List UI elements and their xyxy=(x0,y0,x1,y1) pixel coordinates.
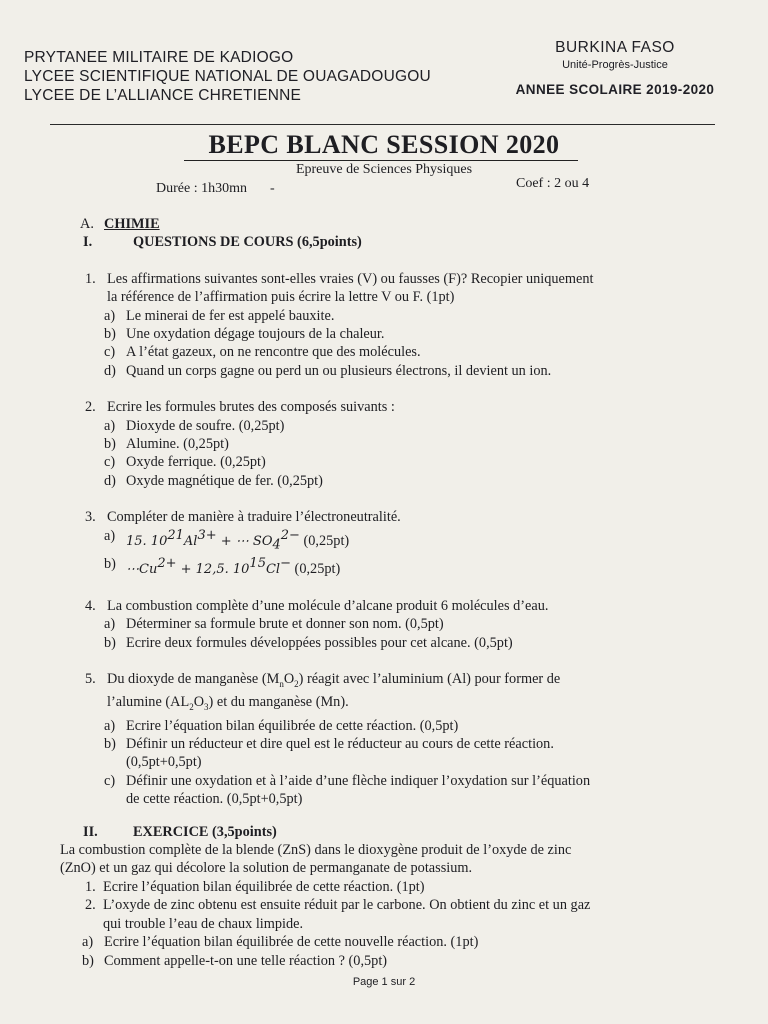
list-item-cont: (0,5pt+0,5pt) xyxy=(126,754,202,771)
question-number: 1. xyxy=(85,270,96,287)
page-number: Page 1 sur 2 xyxy=(352,976,416,988)
school-year: ANNEE SCOLAIRE 2019-2020 xyxy=(515,82,715,97)
country-header xyxy=(505,38,725,100)
school-line-3: LYCEE DE L’ALLIANCE CHRETIENNE xyxy=(24,87,302,104)
list-item: c) A l’état gazeux, on ne rencontre que des molécules. xyxy=(104,344,421,361)
country-name: BURKINA FASO xyxy=(555,39,675,56)
exam-coefficient: Coef : 2 ou 4 xyxy=(516,176,590,191)
list-item: a) Le minerai de fer est appelé bauxite. xyxy=(104,307,335,324)
list-item: b) Alumine. (0,25pt) xyxy=(104,436,229,453)
list-item: c) Définir une oxydation et à l’aide d’une flèche indiquer l’oxydation sur l’équation xyxy=(104,772,591,789)
list-item: a) Dioxyde de soufre. (0,25pt) xyxy=(104,417,285,434)
question-number: 3. xyxy=(85,509,96,526)
list-item: b) Ecrire deux formules développées possibles pour cet alcane. (0,5pt) xyxy=(104,634,513,651)
exam-content xyxy=(0,215,768,970)
list-item: b) Définir un réducteur et dire quel est le réducteur au cours de cette réaction. xyxy=(104,736,554,753)
question-5 xyxy=(0,670,768,809)
question-number: 4. xyxy=(85,597,96,614)
list-item: a) Ecrire l’équation bilan équilibrée de cette réaction. (0,5pt) xyxy=(104,717,459,734)
question-text: Du dioxyde de manganèse $(M_nO_2)$ réagit avec l’aluminium (Al) pour former de xyxy=(107,671,561,689)
list-item: b) Une oxydation dégage toujours de la chaleur. xyxy=(104,326,385,343)
section-a-title: CHIMIE xyxy=(104,216,160,232)
question-text: Les affirmations suivantes sont-elles vraies (V) ou fausses (F)? Recopier uniquement xyxy=(107,270,594,287)
question-3 xyxy=(0,508,768,579)
school-header xyxy=(24,48,431,105)
section-1-label: I. xyxy=(83,234,93,251)
list-item: c) Oxyde ferrique. (0,25pt) xyxy=(104,454,266,471)
section-a-label: A. xyxy=(80,216,94,232)
list-item-cont: qui trouble l’eau de chaux limpide. xyxy=(103,915,304,932)
exam-duration: Durée : 1h30mn xyxy=(156,181,247,196)
question-1 xyxy=(0,270,768,380)
list-item: d) Quand un corps gagne ou perd un ou plusieurs électrons, il devient un ion. xyxy=(104,362,552,379)
list-item: 2. L’oxyde de zinc obtenu est ensuite réduit par le carbone. On obtient du zinc et un gaz xyxy=(85,897,591,914)
country-motto: Unité-Progrès-Justice xyxy=(562,59,668,71)
school-line-1: PRYTANEE MILITAIRE DE KADIOGO xyxy=(24,49,294,66)
formula-item-a: a) 15. $10^{21}Al^{3+}$ + ⋯ $SO_4^{2-}$ (0,25pt) xyxy=(104,527,350,553)
list-item: d) Oxyde magnétique de fer. (0,25pt) xyxy=(104,472,323,489)
question-text: Ecrire les formules brutes des composés suivants : xyxy=(107,399,395,416)
question-2 xyxy=(0,398,768,490)
section-2-label: II. xyxy=(83,823,98,840)
header-divider xyxy=(50,124,715,125)
section-a-heading xyxy=(80,215,768,233)
list-item: b) Comment appelle-t-on une telle réaction ? (0,5pt) xyxy=(82,952,388,969)
list-item: a) Ecrire l’équation bilan équilibrée de cette nouvelle réaction. (1pt) xyxy=(82,934,479,951)
question-text: La combustion complète d’une molécule d’alcane produit 6 molécules d’eau. xyxy=(107,597,549,614)
question-4 xyxy=(0,597,768,652)
formula-item-b: b) $\cdots Cu^{2+} + 12,5$. $10^{15}Cl^-$ (0,25pt) xyxy=(104,555,341,577)
school-line-2: LYCEE SCIENTIFIQUE NATIONAL DE OUAGADOUGOU xyxy=(24,68,431,85)
question-text-cont: la référence de l’affirmation puis écrire la lettre V ou F. (1pt) xyxy=(107,289,455,306)
list-item-cont: de cette réaction. (0,5pt+0,5pt) xyxy=(126,791,303,808)
question-text-cont: l’alumine $(AL_2O_3)$ et du manganèse (Mn). xyxy=(107,694,349,713)
question-number: 5. xyxy=(85,671,96,688)
duration-dash: - xyxy=(270,181,275,196)
section-1-heading xyxy=(83,233,768,251)
exercise-intro-1: La combustion complète de la blende (ZnS) dans le dioxygène produit de l’oxyde de zinc xyxy=(60,842,572,859)
exam-title: BEPC BLANC SESSION 2020 xyxy=(208,130,560,159)
title-underline xyxy=(184,160,578,161)
section-2-heading xyxy=(83,823,768,841)
list-item: 1. Ecrire l’équation bilan équilibrée de cette réaction. (1pt) xyxy=(85,878,425,895)
question-number: 2. xyxy=(85,399,96,416)
section-2-title: EXERCICE (3,5points) xyxy=(133,823,277,840)
section-1-title: QUESTIONS DE COURS (6,5points) xyxy=(133,234,362,251)
list-item: a) Déterminer sa formule brute et donner son nom. (0,5pt) xyxy=(104,616,444,633)
question-text: Compléter de manière à traduire l’électroneutralité. xyxy=(107,509,401,526)
exam-subtitle: Epreuve de Sciences Physiques xyxy=(295,162,473,177)
exercise-intro-2: (ZnO) et un gaz qui décolore la solution de permanganate de potassium. xyxy=(60,860,473,877)
